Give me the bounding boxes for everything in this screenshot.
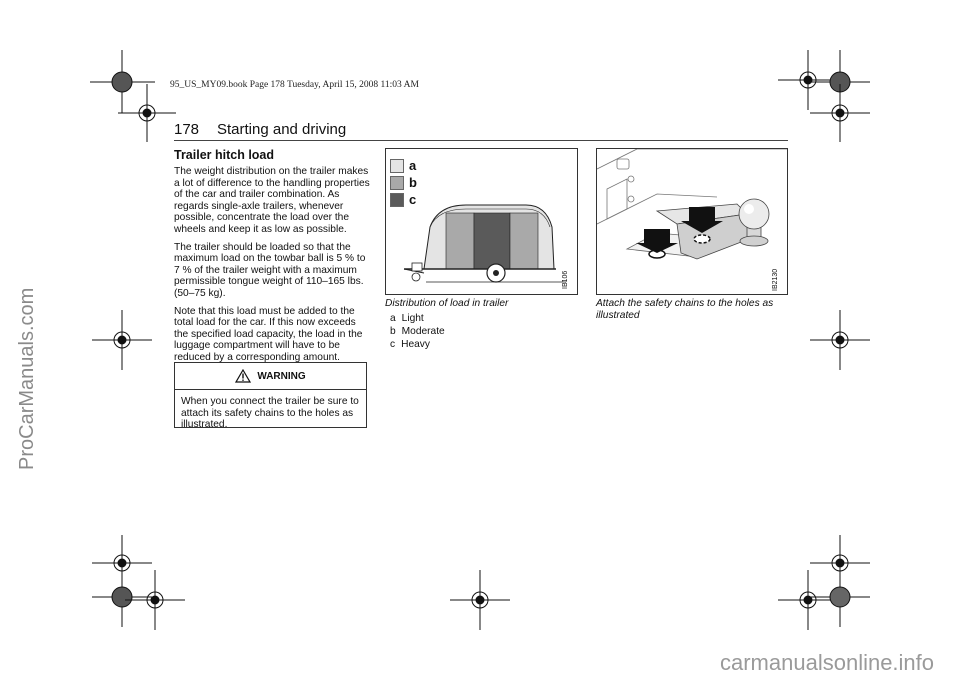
trailer-caption-block: [385, 298, 581, 351]
article-title: Trailer hitch load: [174, 148, 275, 162]
warning-title: WARNING: [257, 370, 306, 382]
page-number: 178: [174, 121, 200, 138]
figure-id: IB106: [562, 270, 569, 289]
legend-label: Moderate: [401, 326, 445, 337]
hitch-figure: [596, 148, 788, 295]
figure-id: IB2130: [772, 268, 779, 291]
paragraph-1: The weight distribution on the trailer makes a lot of difference to the handling properties of the car and trailer combination. As regards single-axle trailers, whenever possible, concentrate the load over the wheels and keep it as low as possible.: [174, 166, 370, 235]
swatch-letter: c: [409, 192, 417, 207]
legend-key: b: [390, 326, 396, 337]
warning-box: [174, 362, 367, 431]
article: [174, 148, 370, 370]
legend-key: c: [390, 339, 396, 350]
swatch-letter: b: [409, 175, 417, 190]
bottom-watermark: carmanualsonline.info: [720, 650, 935, 675]
load-legend: [385, 312, 581, 351]
hitch-caption: Attach the safety chains to the holes as illustrated: [596, 298, 774, 321]
legend-label: Light: [401, 313, 424, 324]
paragraph-2: The trailer should be loaded so that the maximum load on the towbar ball is 5 % to 7 % of the trailer weight with a maximum permissible tongue weight of 110–165 lbs. (50–75 kg).: [174, 241, 366, 299]
trailer-caption: Distribution of load in trailer: [385, 298, 509, 309]
warning-triangle-icon: [235, 369, 251, 383]
legend-item: [390, 338, 581, 351]
trailer-illustration: [386, 149, 577, 294]
section-title: Starting and driving: [217, 121, 347, 138]
side-watermark: ProCarManuals.com: [16, 287, 38, 470]
print-header: 95_US_MY09.book Page 178 Tuesday, April 15, 2008 11:03 AM: [170, 80, 419, 90]
trailer-figure: [385, 148, 578, 295]
warning-header: [175, 363, 366, 390]
warning-text: When you connect the trailer be sure to attach its safety chains to the holes as illustrated.: [181, 396, 359, 431]
hitch-illustration: [597, 149, 787, 294]
swatch-letter: a: [409, 158, 417, 173]
paragraph-3: Note that this load must be added to the total load for the car. If this now exceeds the specified load capacity, the load in the luggage compartment will have to be reduced by a corresponding amount.: [174, 305, 363, 363]
legend-item: [390, 312, 581, 325]
legend-key: a: [390, 313, 396, 324]
header-rule: [174, 140, 788, 141]
legend-item: [390, 325, 581, 338]
legend-label: Heavy: [401, 339, 430, 350]
